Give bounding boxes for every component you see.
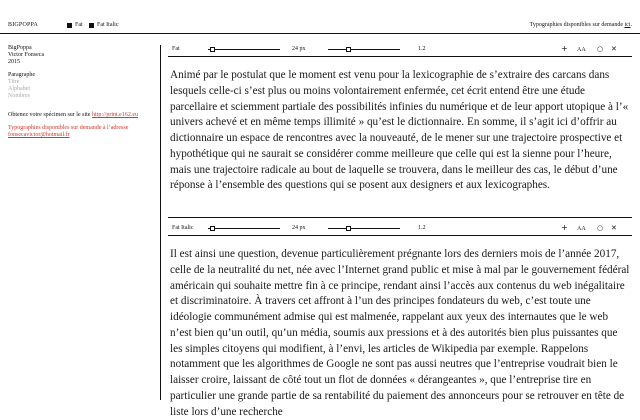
plus-icon[interactable]: +: [561, 44, 568, 53]
size-slider[interactable]: [208, 228, 280, 229]
style-toggle-fat[interactable]: [67, 22, 83, 28]
style-toggle-label: Fat Italic: [97, 22, 119, 28]
specimen-paragraph[interactable]: Animé par le postulat que le moment est venu pour la lexicographie de s’extraire des carcans dans lesquels celle-ci s’est plus ou moins volontairement enfermée, cet écrit entend être une étude parcellaire et sciemment partiale des possibilités infinies du numérique et de leur apport utopique à l’« univers achevé et en même temps illimité » qu’est le dictionnaire. En somme, il s’agit ici d’offrir au dictionnaire un espace de rencontres avec la nouveauté, de le mener sur une trajectoire prospective et hypothétique qui ne saurait se considérer comme meilleure que celle qui est la sienne pour l’heure, mais une trajectoire radicale au bout de laquelle se trouvera, dans le meilleur des cas, le début d’une réponse à l’ensemble des questions qui se posent aux designers et aux lexicographes.: [170, 69, 629, 192]
size-value: 24 px: [292, 225, 306, 231]
font-name: BigPoppa: [8, 45, 32, 51]
leading-value: 1.2: [418, 46, 426, 52]
brand-title: BIGPOPPA: [8, 22, 39, 28]
panel-divider: [168, 235, 632, 236]
nav-alphabet[interactable]: Alphabet: [8, 86, 30, 92]
style-toggle-fat-italic[interactable]: [89, 22, 119, 28]
circle-icon[interactable]: ○: [597, 45, 604, 53]
specimen-link[interactable]: http://print.e162.eu: [91, 112, 138, 118]
plus-icon[interactable]: +: [561, 223, 568, 232]
size-slider-handle[interactable]: [210, 47, 215, 52]
close-icon[interactable]: ✕: [611, 224, 617, 232]
leading-slider-handle[interactable]: [346, 226, 351, 231]
nav-paragraphe[interactable]: Paragraphe: [8, 72, 35, 78]
header-divider: [0, 33, 640, 34]
case-toggle-icon[interactable]: AA: [577, 226, 586, 232]
year: 2015: [8, 59, 20, 65]
circle-icon[interactable]: ○: [597, 224, 604, 232]
sidebar-divider: [160, 45, 161, 400]
panel-toolbar: [168, 223, 632, 235]
contact-note: Typographies disponibles sur demande à l’adresse: [8, 125, 129, 131]
panel-divider: [168, 56, 632, 57]
close-icon[interactable]: ✕: [611, 45, 617, 53]
nav-nombres[interactable]: Nombres: [8, 93, 30, 99]
size-slider[interactable]: [208, 49, 280, 50]
availability-note-text: Typographies disponibles sur demande: [529, 22, 625, 28]
specimen-paragraph[interactable]: Il est ainsi une question, devenue particulièrement prégnante lors des derniers mois de l’année 2017, celle de la neutralité du net, née avec l’Internet grand public et mise à mal par le gouvernement fédéral américain qui souhaite mettre fin à ce principe, rendant ainsi l’accès aux contenus du web inégalitaire et discriminatoire. À travers cet affront à l’un des principes fondateurs du web, c’est toute une idéologie communément admise qui est malmenée, rappelant aux yeux des internautes que le web n’est bien qu’un outil, qu’un média, soumis aux pressions et à des autorités bien plus puissantes que les simples citoyens qui modifient, à l’envi, les articles de Wikipedia par exemple. Rappelons notamment que les algorithmes de Google ne sont pas aussi neutres que l’entreprise voudrait bien le laisser croire, laissant de côté tout un flot de données « dérangeantes », que l’entreprise tire en particulier une grande partie de sa rentabilité du paiement des annonceurs pour se retrouver en tête de liste lors d’une recherche: [170, 248, 630, 418]
panel-style-name: Fat: [172, 46, 180, 52]
leading-slider[interactable]: [328, 49, 400, 50]
contact-email-link[interactable]: fonsecavictor@hotmail.fr: [8, 132, 70, 138]
author-name: Victor Fonseca: [8, 52, 45, 58]
leading-value: 1.2: [418, 225, 426, 231]
top-bar: [0, 0, 640, 40]
style-toggle-label: Fat: [75, 22, 83, 28]
availability-note: Typographies disponibles sur demande ici.: [529, 22, 632, 28]
size-value: 24 px: [292, 46, 306, 52]
sidebar: [8, 45, 153, 139]
specimen-note: [8, 112, 153, 119]
leading-slider-handle[interactable]: [346, 47, 351, 52]
panel-toolbar: [168, 44, 632, 56]
size-slider-handle[interactable]: [210, 226, 215, 231]
panel-style-name: Fat Italic: [172, 225, 194, 231]
checkbox-filled-icon: [67, 23, 72, 28]
availability-link[interactable]: ici: [624, 22, 631, 28]
case-toggle-icon[interactable]: AA: [577, 47, 586, 53]
checkbox-filled-icon: [89, 23, 94, 28]
panel-divider: [168, 217, 632, 218]
leading-slider[interactable]: [328, 228, 400, 229]
nav-titre[interactable]: Titre: [8, 79, 20, 85]
specimen-text: Obtenez votre spécimen sur le site: [8, 112, 92, 118]
